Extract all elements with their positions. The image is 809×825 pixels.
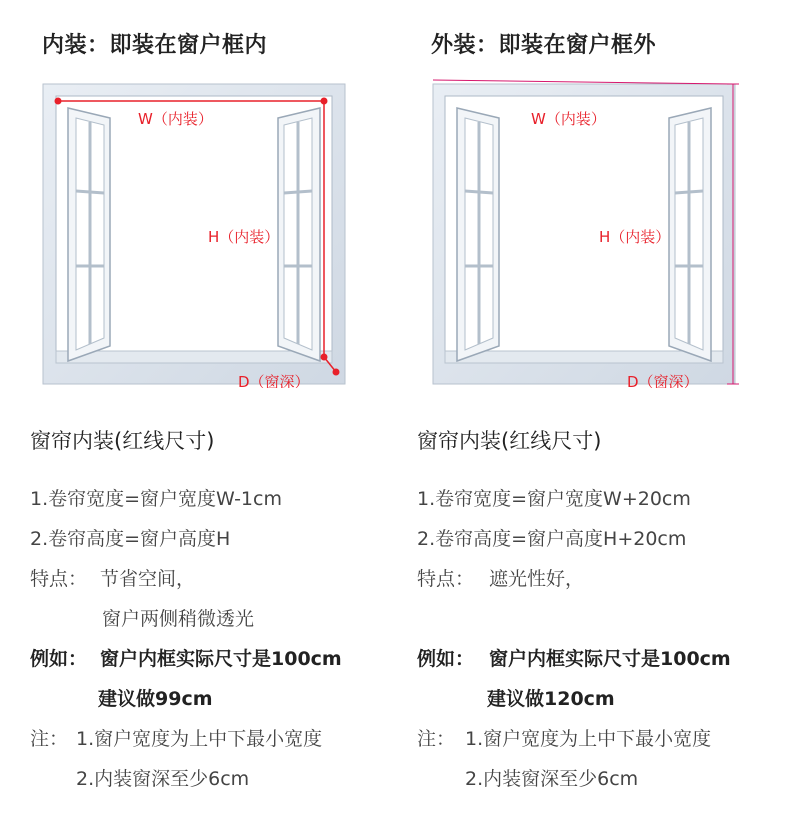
outer-width-rule: 1.卷帘宽度=窗户宽度W+20cm <box>417 488 691 510</box>
width-label: W（内装） <box>138 110 213 128</box>
inner-mount-column <box>0 0 400 825</box>
inner-mount-heading: 内装：即装在窗户框内 <box>42 33 268 58</box>
width-measure-line <box>433 80 733 84</box>
inner-note-2: 2.内装窗深至少6cm <box>76 768 250 790</box>
inner-feature-1: 节省空间， <box>100 568 196 590</box>
outer-mount-column <box>405 0 805 825</box>
outer-mount-window-diagram <box>427 76 747 388</box>
depth-label: D（窗深） <box>238 373 310 388</box>
inner-width-rule: 1.卷帘宽度=窗户宽度W-1cm <box>30 488 282 510</box>
outer-example-2: 建议做120cm <box>487 688 615 710</box>
inner-height-rule: 2.卷帘高度=窗户高度H <box>30 528 231 550</box>
inner-mount-window-diagram <box>42 76 348 388</box>
outer-mount-heading: 外装：即装在窗户框外 <box>431 33 657 58</box>
depth-label: D（窗深） <box>627 373 699 388</box>
inner-example-label: 例如： <box>30 648 88 670</box>
outer-example-label: 例如： <box>417 648 475 670</box>
outer-feature-label: 特点： <box>417 568 475 590</box>
inner-example-2: 建议做99cm <box>98 688 213 710</box>
inner-feature-2: 窗户两侧稍微透光 <box>102 608 255 630</box>
height-label: H（内装） <box>208 228 280 246</box>
inner-note-label: 注： <box>30 728 69 750</box>
outer-note-1: 1.窗户宽度为上中下最小宽度 <box>465 728 712 750</box>
height-label: H（内装） <box>599 228 671 246</box>
inner-feature-label: 特点： <box>30 568 88 590</box>
outer-mount-section-title: 窗帘内装(红线尺寸) <box>417 429 602 453</box>
outer-note-label: 注： <box>417 728 456 750</box>
width-label: W（内装） <box>531 110 606 128</box>
outer-feature-1: 遮光性好， <box>489 568 585 590</box>
outer-example-1: 窗户内框实际尺寸是100cm <box>489 648 731 670</box>
outer-height-rule: 2.卷帘高度=窗户高度H+20cm <box>417 528 687 550</box>
outer-note-2: 2.内装窗深至少6cm <box>465 768 639 790</box>
inner-example-1: 窗户内框实际尺寸是100cm <box>100 648 342 670</box>
inner-mount-section-title: 窗帘内装(红线尺寸) <box>30 429 215 453</box>
inner-note-1: 1.窗户宽度为上中下最小宽度 <box>76 728 323 750</box>
